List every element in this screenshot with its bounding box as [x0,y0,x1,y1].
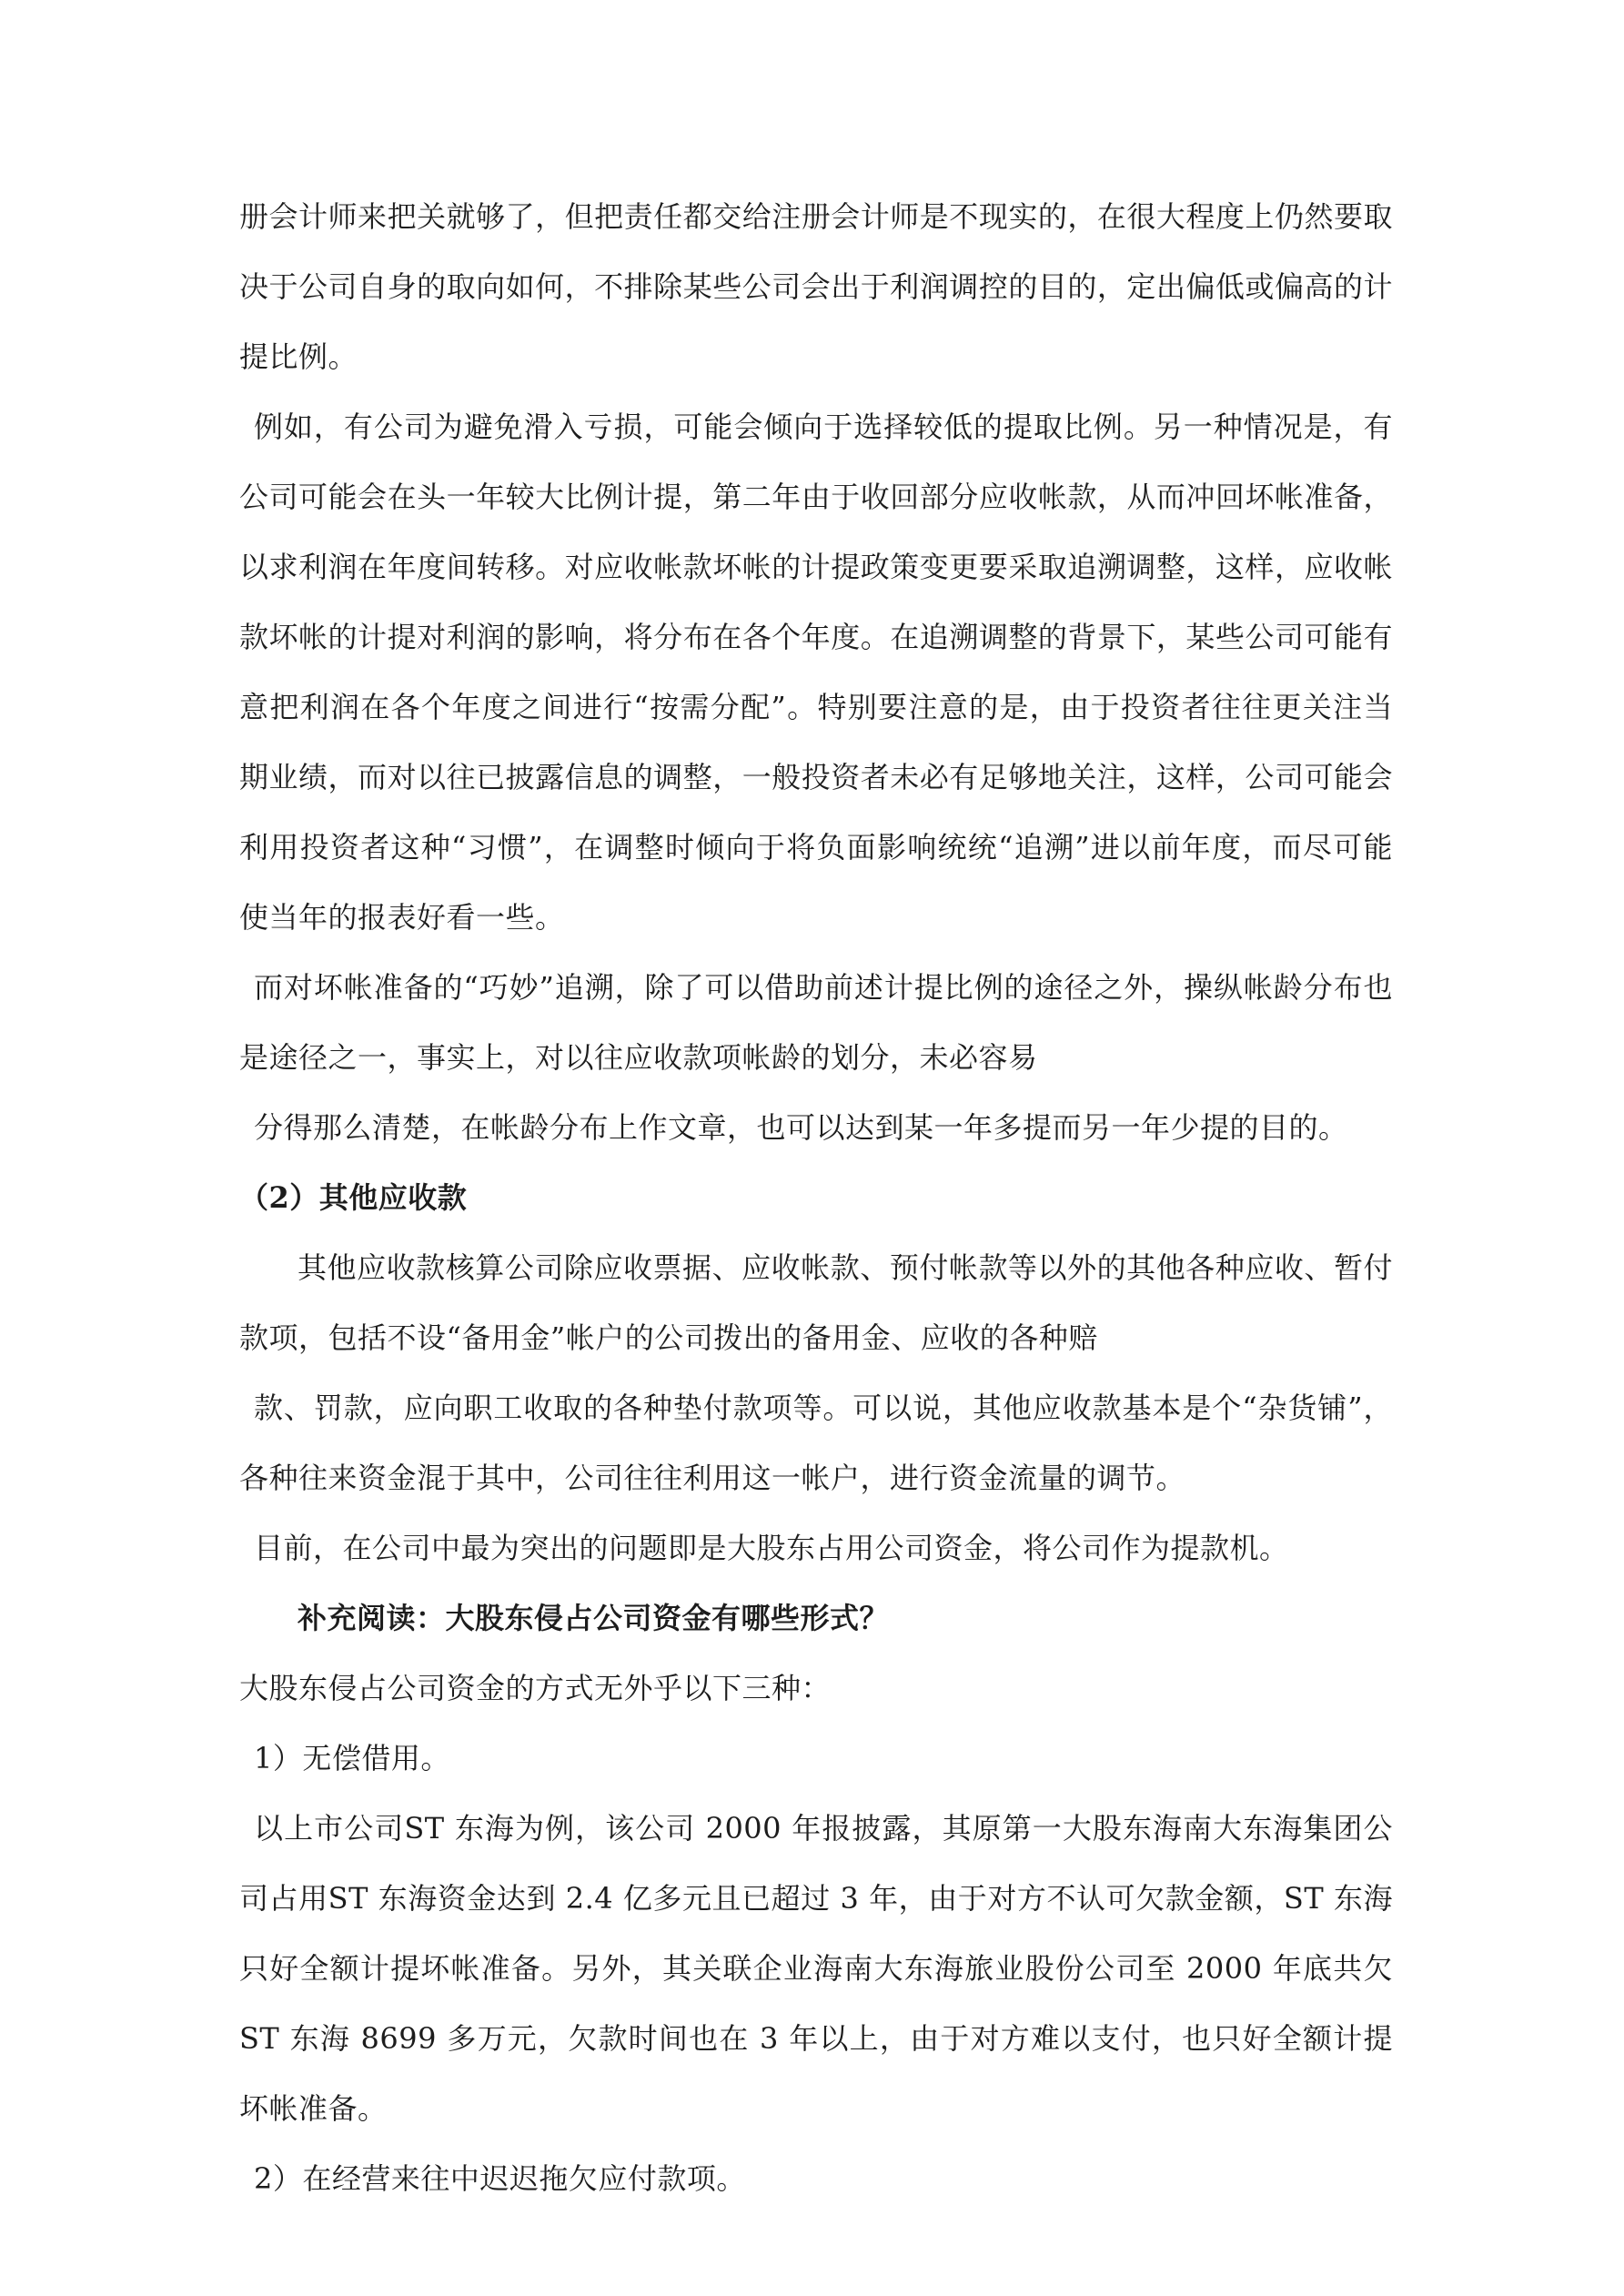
document-content [239,182,1393,2214]
paragraph-example: 例如，有公司为避免滑入亏损，可能会倾向于选择较低的提取比例。另一种情况是，有公司可能会在头一年较大比例计提，第二年由于收回部分应收帐款，从而冲回坏帐准备，以求利润在年度间转移。对应收帐款坏帐的计提政策变更要采取追溯调整，这样，应收帐款坏帐的计提对利润的影响，将分布在各个年度。在追溯调整的背景下，某些公司可能有意把利润在各个年度之间进行“按需分配”。特别要注意的是，由于投资者往往更关注当期业绩，而对以往已披露信息的调整，一般投资者未必有足够地关注，这样，公司可能会利用投资者这种“习惯”，在调整时倾向于将负面影响统统“追溯”进以前年度，而尽可能使当年的报表好看一些。 [239,410,1393,935]
paragraph-st-donghai-example: 以上市公司ST 东海为例，该公司 2000 年报披露，其原第一大股东海南大东海集团公司占用ST 东海资金达到 2.4 亿多元且已超过 3 年，由于对方不认可欠款金额，ST 东海只好全额计提坏帐准备。另外，其关联企业海南大东海旅业股份公司至 2000 年底共欠 ST 东海 8699 多万元，欠款时间也在 3 年以上，由于对方难以支付，也只好全额计提坏帐准备。 [239,1811,1393,2126]
section-heading-other-receivables: （2）其他应收款 [239,1180,468,1215]
paragraph-continuation: 册会计师来把关就够了，但把责任都交给注册会计师是不现实的，在很大程度上仍然要取决于公司自身的取向如何，不排除某些公司会出于利润调控的目的，定出偏低或偏高的计提比例。 [239,199,1393,374]
list-item-1-free-borrowing: 1）无偿借用。 [254,1741,450,1775]
paragraph-three-ways-intro: 大股东侵占公司资金的方式无外乎以下三种： [239,1671,832,1705]
list-item-2-delayed-payables: 2）在经营来往中迟迟拖欠应付款项。 [254,2161,746,2196]
paragraph-other-receivables-continuation: 款、罚款，应向职工收取的各种垫付款项等。可以说，其他应收款基本是个“杂货铺”，各种往来资金混于其中，公司往往利用这一帐户，进行资金流量的调节。 [239,1391,1393,1495]
supplementary-reading-heading: 补充阅读：大股东侵占公司资金有哪些形式？ [298,1601,890,1635]
paragraph-other-receivables-definition: 其他应收款核算公司除应收票据、应收帐款、预付帐款等以外的其他各种应收、暂付款项，包括不设“备用金”帐户的公司拨出的备用金、应收的各种赔 [239,1250,1393,1355]
paragraph-aging-continuation: 分得那么清楚，在帐龄分布上作文章，也可以达到某一年多提而另一年少提的目的。 [254,1110,1348,1145]
paragraph-aging-manipulation: 而对坏帐准备的“巧妙”追溯，除了可以借助前述计提比例的途径之外，操纵帐龄分布也是途径之一，事实上，对以往应收款项帐龄的划分，未必容易 [239,970,1393,1075]
paragraph-major-shareholder-issue: 目前，在公司中最为突出的问题即是大股东占用公司资金，将公司作为提款机。 [254,1531,1289,1565]
